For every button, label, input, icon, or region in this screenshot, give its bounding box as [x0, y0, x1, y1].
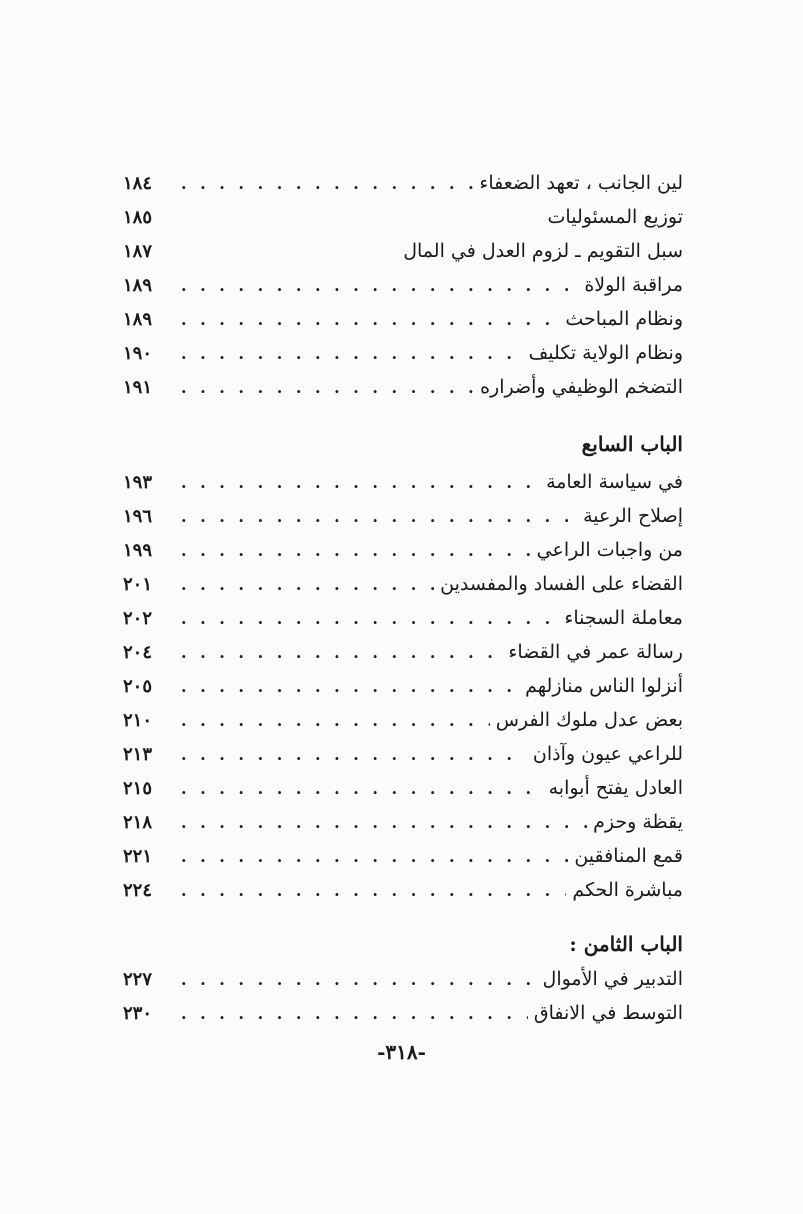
toc-leader-dots — [181, 303, 559, 337]
toc-entry-page: ١٩٣ — [123, 472, 153, 493]
toc-entry-title: للراعي عيون وآذان — [532, 743, 683, 765]
toc-entry — [123, 703, 683, 737]
toc-leader-dots — [181, 167, 473, 201]
toc-entry-title: أنزلوا الناس منازلهم — [525, 675, 683, 697]
toc-entry-title: توزيع المسئوليات — [547, 206, 683, 228]
toc-entry-page: ١٨٥ — [123, 207, 153, 228]
toc-entry-title: ونظام الولاية تكليف — [528, 342, 683, 364]
chapter-heading: الباب السابع — [581, 432, 683, 456]
toc-leader-dots — [181, 806, 587, 840]
toc-entry — [123, 336, 683, 370]
toc-leader-dots — [181, 963, 537, 997]
toc-entry-page: ١٨٤ — [123, 173, 153, 194]
toc-entry-title: التدبير في الأموال — [542, 968, 683, 990]
toc-entry-page: ١٨٧ — [123, 241, 153, 262]
toc-entry-title: قمع المنافقين — [574, 845, 683, 867]
toc-entry — [123, 166, 683, 200]
toc-entry-title: بعض عدل ملوك الفرس — [495, 709, 683, 731]
toc-entry — [123, 601, 683, 635]
toc-entry — [123, 839, 683, 873]
toc-leader-dots — [181, 534, 531, 568]
toc-entry — [123, 302, 683, 336]
toc-entry — [123, 533, 683, 567]
toc-entry — [123, 370, 683, 404]
toc-section-3 — [123, 962, 683, 1030]
toc-entry-title: معاملة السجناء — [564, 607, 683, 629]
toc-entry-title: مباشرة الحكم — [572, 879, 683, 901]
toc-entry — [123, 805, 683, 839]
toc-entry-page: ٢١٥ — [123, 778, 153, 799]
toc-leader-dots — [181, 371, 474, 405]
toc-entry-page: ١٩٠ — [123, 343, 153, 364]
toc-entry-title: إصلاح الرعية — [583, 505, 683, 527]
toc-entry-title: مراقبة الولاة — [584, 274, 683, 296]
toc-entry-page: ٢٣٠ — [123, 1003, 153, 1024]
toc-entry-title: رسالة عمر في القضاء — [508, 641, 683, 663]
toc-entry-title: في سياسة العامة — [546, 471, 683, 493]
toc-entry-page: ١٨٩ — [123, 275, 153, 296]
toc-leader-dots — [181, 840, 568, 874]
toc-entry-title: يقظة وحزم — [593, 811, 683, 833]
toc-entry — [123, 962, 683, 996]
toc-leader-dots — [181, 636, 502, 670]
toc-entry-page: ١٩٦ — [123, 506, 153, 527]
toc-leader-dots — [181, 704, 490, 738]
toc-leader-dots — [181, 738, 527, 772]
toc-leader-dots — [181, 500, 577, 534]
toc-entry-title: التضخم الوظيفي وأضراره — [480, 376, 683, 398]
toc-entry-page: ٢٠٤ — [123, 642, 153, 663]
toc-leader-dots — [181, 568, 434, 602]
toc-leader-dots — [181, 772, 543, 806]
toc-leader-dots — [181, 602, 558, 636]
toc-entry — [123, 268, 683, 302]
toc-leader-dots — [181, 337, 523, 371]
toc-leader-dots — [181, 670, 519, 704]
toc-entry — [123, 567, 683, 601]
toc-entry — [123, 234, 683, 268]
toc-entry-page: ٢٢٤ — [123, 880, 153, 901]
toc-entry-page: ٢٠٥ — [123, 676, 153, 697]
toc-entry-page: ١٩١ — [123, 377, 153, 398]
toc-entry — [123, 996, 683, 1030]
toc-entry-page: ٢٠٢ — [123, 608, 153, 629]
toc-entry — [123, 873, 683, 907]
toc-leader-dots — [181, 997, 528, 1031]
toc-entry — [123, 737, 683, 771]
toc-leader-dots — [181, 466, 540, 500]
toc-entry-page: ٢٢١ — [123, 846, 153, 867]
chapter-heading: الباب الثامن : — [569, 932, 683, 956]
toc-entry — [123, 669, 683, 703]
toc-leader-dots — [181, 874, 566, 908]
toc-entry-page: ٢١٠ — [123, 710, 153, 731]
toc-entry-page: ٢٠١ — [123, 574, 153, 595]
toc-entry-page: ١٩٩ — [123, 540, 153, 561]
toc-entry-title: العادل يفتح أبوابه — [548, 777, 683, 799]
toc-entry-page: ١٨٩ — [123, 309, 153, 330]
toc-entry-title: ونظام المباحث — [565, 308, 683, 330]
toc-section-2 — [123, 465, 683, 907]
toc-entry — [123, 465, 683, 499]
toc-entry-page: ٢٢٧ — [123, 969, 153, 990]
toc-entry-title: من واجبات الراعي — [536, 539, 683, 561]
toc-entry-title: التوسط في الانفاق — [533, 1002, 683, 1024]
toc-entry — [123, 200, 683, 234]
toc-entry-title: سبل التقويم ـ لزوم العدل في المال — [403, 240, 683, 262]
toc-entry — [123, 499, 683, 533]
toc-section-1 — [123, 166, 683, 404]
toc-entry — [123, 635, 683, 669]
toc-entry-title: لين الجانب ، تعهد الضعفاء — [479, 172, 683, 194]
toc-entry-title: القضاء على الفساد والمفسدين — [440, 573, 683, 595]
toc-entry — [123, 771, 683, 805]
toc-entry-page: ٢١٣ — [123, 744, 153, 765]
toc-leader-dots — [181, 269, 578, 303]
page-number: -٣١٨- — [377, 1040, 426, 1064]
toc-entry-page: ٢١٨ — [123, 812, 153, 833]
